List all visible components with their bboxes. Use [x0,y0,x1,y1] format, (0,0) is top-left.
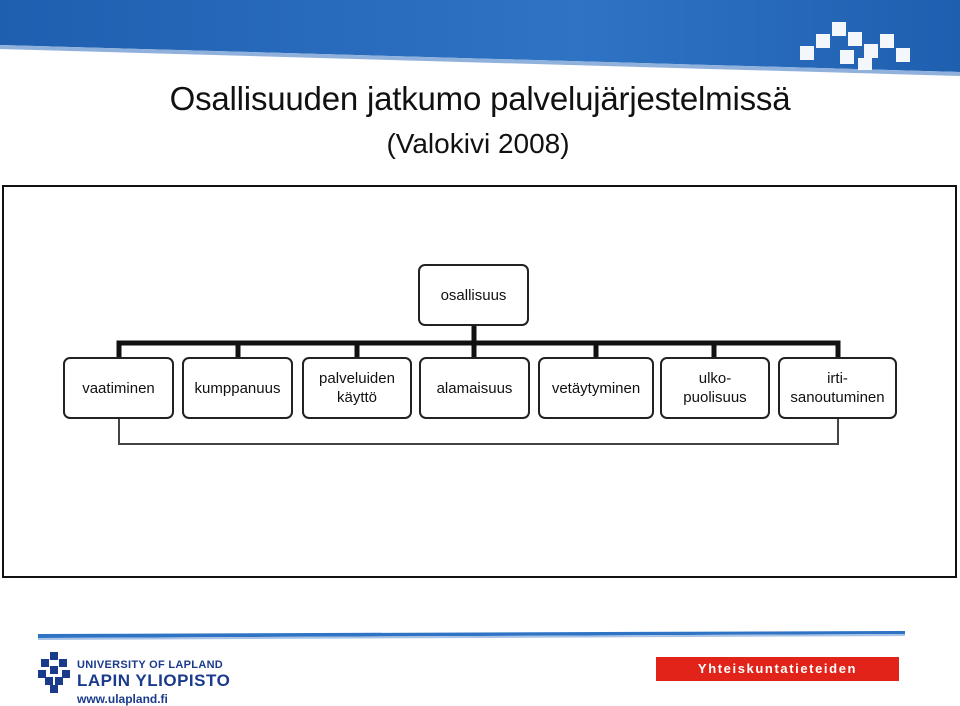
node-label-line1: ulko- [698,370,732,387]
node-vaatiminen [63,357,174,419]
node-palveluiden-kaytto [302,357,412,419]
university-name-en: UNIVERSITY OF LAPLAND [77,659,224,671]
faculty-badge: Yhteiskuntatieteiden tiedekunta [656,657,899,681]
slide-subtitle: (Valokivi 2008) [386,128,570,159]
node-label-line1: irti- [827,370,848,387]
node-label-line2: puolisuus [683,389,747,406]
node-label-line2: käyttö [336,389,378,406]
university-url: www.ulapland.fi [77,692,168,706]
footer-divider [0,628,960,642]
node-alamaisuus [419,357,530,419]
university-name-fi: LAPIN YLIOPISTO [77,671,231,690]
node-label: alamaisuus [436,379,513,397]
node-label-line2: sanoutuminen [790,389,885,406]
node-label: vaatiminen [82,379,155,397]
node-root-label: osallisuus [440,286,507,304]
node-label: kumppanuus [194,379,281,397]
node-irtisanoutuminen [778,357,897,419]
node-ulkopuolisuus [660,357,770,419]
node-label: vetäytyminen [551,379,641,397]
slide-title: Osallisuuden jatkumo palvelujärjestelmissä [169,80,791,117]
node-vetaytyminen [538,357,654,419]
node-label-line1: palveluiden [319,370,395,387]
node-root [418,264,529,326]
university-logo-icon [36,650,72,696]
node-kumppanuus [182,357,293,419]
